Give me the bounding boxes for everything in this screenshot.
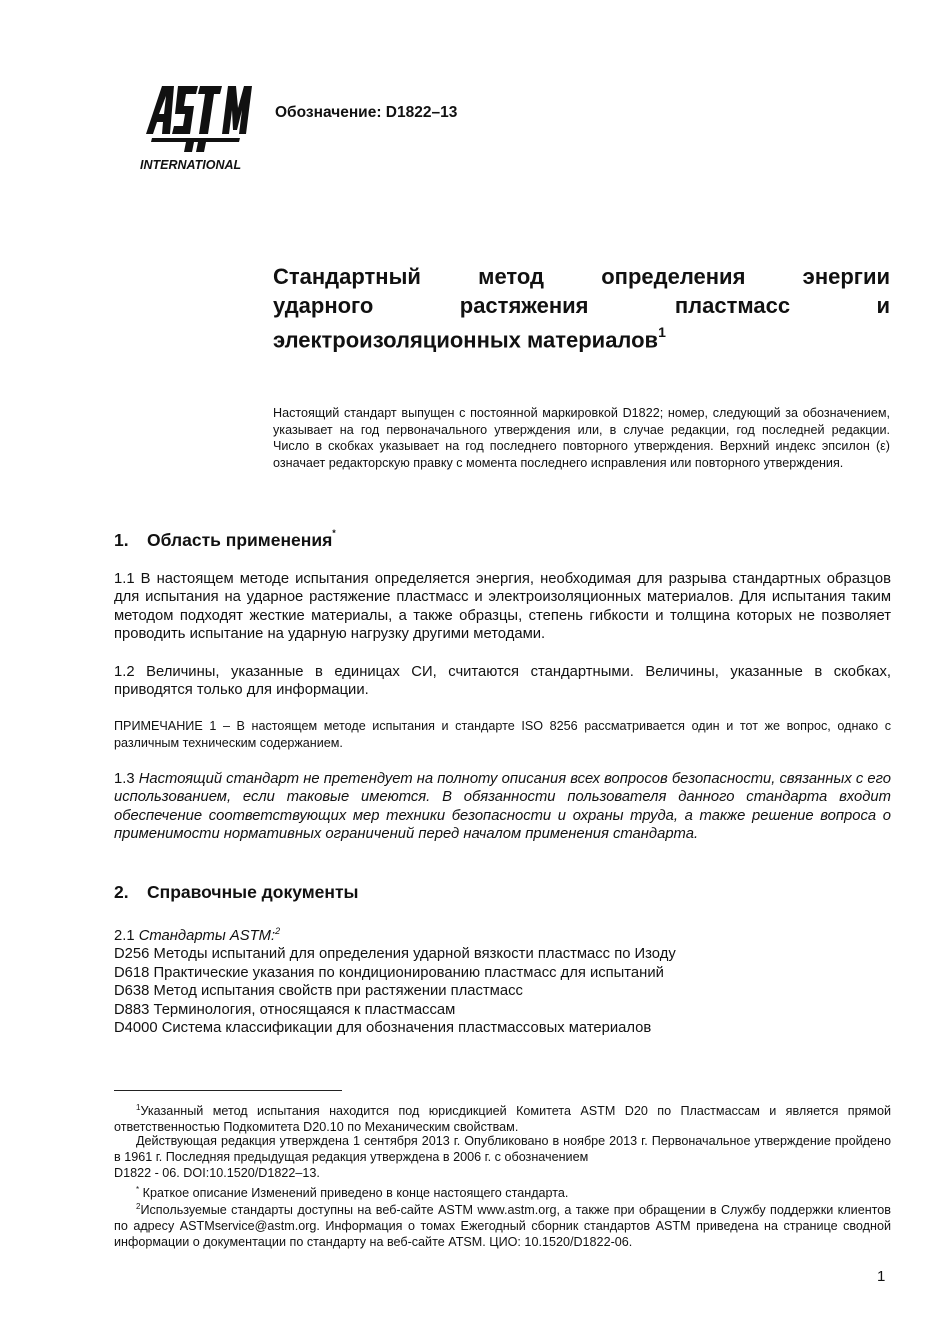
svg-text:INTERNATIONAL: INTERNATIONAL — [140, 158, 242, 172]
footnote-divider — [114, 1090, 342, 1091]
note-1: ПРИМЕЧАНИЕ 1 – В настоящем методе испытания и стандарте ISO 8256 рассматривается один и тот же вопрос, однако с различным техническим содержанием. — [114, 719, 891, 750]
title-line-2: ударного растяжения пластмасс и — [273, 293, 890, 318]
title-footnote-mark: 1 — [658, 324, 666, 340]
title-line-1: Стандартный метод определения энергии — [273, 264, 890, 289]
reference-item: D883 Терминология, относящаяся к пластмассам — [114, 1001, 456, 1018]
title-line-3: электроизоляционных материалов$^1$ — [273, 324, 666, 353]
astm-logo-icon — [140, 72, 252, 174]
astm-logo — [140, 72, 252, 174]
paragraph-1-1: 1.1 В настоящем методе испытания определяется энергия, необходимая для разрыва стандартных образцов для испытания на ударное растяжение пластмасс и электроизоляционных материалов. Для испытания таким методом подходят жесткие материалы, а также образцы, степень гибкости и толщина которых не позволяет проводить испытание на ударную нагрузку другими методами. — [114, 571, 891, 643]
designation: Обозначение: D1822–13 — [275, 104, 458, 121]
reference-item: D618 Практические указания по кондиционированию пластмасс для испытаний — [114, 964, 664, 981]
document-title — [273, 262, 890, 354]
page-number: 1 — [877, 1268, 886, 1285]
standard-notice: Настоящий стандарт выпущен с постоянной маркировкой D1822; номер, следующий за обозначением, указывает на год первоначального утверждения или, в случае редакции, год последней редакции. Число в скобках указывает на год последнего повторного утверждения. Верхний индекс эпсилон (ε) означает редакторскую правку с момента последнего исправления или повторного утверждения. — [273, 406, 890, 470]
paragraph-1-2: 1.2 Величины, указанные в единицах СИ, считаются стандартными. Величины, указанные в скобках, приводятся только для информации. — [114, 664, 891, 699]
footnote-1-continued: Действующая редакция утверждена 1 сентября 2013 г. Опубликовано в ноябре 2013 г. Первоначальное утверждение пройдено в 1961 г. Последняя предыдущая редакция утверждена в 2006 г. с обозначением — [114, 1134, 891, 1164]
reference-item: D638 Метод испытания свойств при растяжении пластмасс — [114, 983, 523, 1000]
paragraph-1-3: 1.3 Настоящий стандарт не претендует на полноту описания всех вопросов безопасности, связанных с его использованием, если таковые имеются. В обязанности пользователя данного стандарта входит обеспечение соответствующих мер техники безопасности и охраны труда, а также решение вопроса о применимости нормативных ограничений перед началом применения стандарта. — [114, 771, 891, 843]
reference-item: D256 Методы испытаний для определения ударной вязкости пластмасс по Изоду — [114, 946, 676, 963]
reference-item: D4000 Система классификации для обозначения пластмассовых материалов — [114, 1020, 652, 1037]
section-1-heading: 1. Область применения* — [114, 528, 336, 550]
footnote-1-doi: D1822 - 06. DOI:10.1520/D1822–13. — [114, 1166, 320, 1180]
paragraph-2-1: 2.1 Стандарты ASTM:$^2$ — [114, 926, 281, 944]
footnote-2: $^2$Используемые стандарты доступны на веб-сайте ASTM www.astm.org, а также при обращении в Службу поддержки клиентов по адресу ASTMservice@astm.org. Информация о томах Ежегодный сборник стандартов ASTM приведена на странице сводной информации о документации по стандарту на веб-сайте ATSM. ЦИО: 10.1520/D1822-06. — [114, 1202, 891, 1250]
section-2-heading: 2. Справочные документы — [114, 882, 359, 902]
footnote-star: * Краткое описание Изменений приведено в конце настоящего стандарта. — [136, 1185, 569, 1201]
footnote-1: $^1$Указанный метод испытания находится под юрисдикцией Комитета ASTM D20 по Пластмассам и является прямой ответственностью Подкомитета D20.10 по Механическим свойствам. — [114, 1103, 891, 1135]
referenced-documents — [114, 922, 676, 1038]
